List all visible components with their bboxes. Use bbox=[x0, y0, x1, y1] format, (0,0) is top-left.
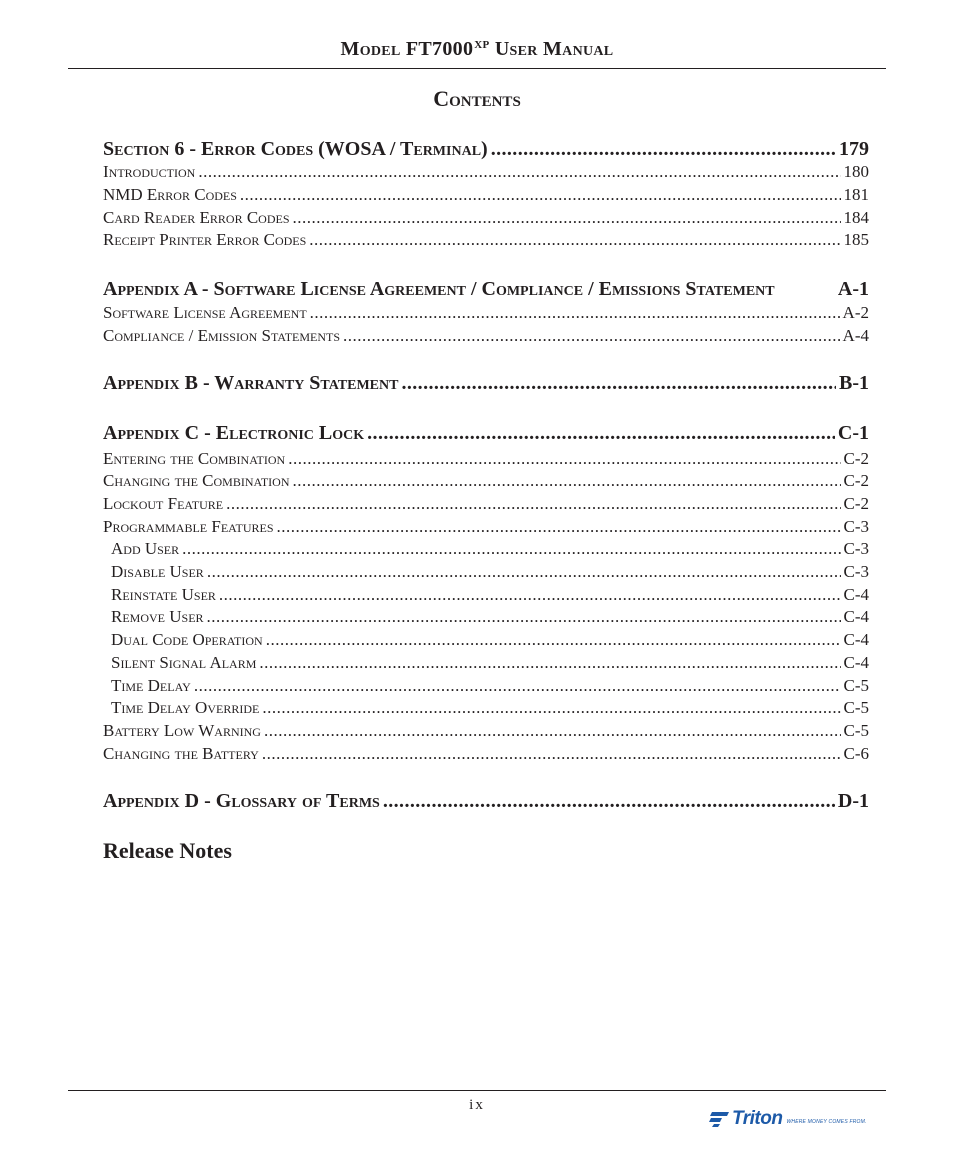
toc-page-number: C-6 bbox=[843, 744, 869, 763]
toc-entry-row[interactable] bbox=[103, 162, 869, 182]
toc-label: Appendix D - Glossary of Terms bbox=[103, 790, 380, 812]
toc-page-number: C-2 bbox=[843, 494, 869, 513]
header-superscript: XP bbox=[474, 39, 490, 51]
toc-leader-dots bbox=[259, 653, 840, 673]
toc-entry-row[interactable] bbox=[103, 208, 869, 228]
toc-page-number: A-1 bbox=[837, 278, 869, 300]
toc-page-number: C-5 bbox=[843, 721, 869, 740]
toc-page-number: 185 bbox=[843, 230, 869, 249]
toc-leader-dots bbox=[207, 562, 841, 582]
toc-page-number: C-4 bbox=[843, 607, 869, 626]
toc-heading-row[interactable] bbox=[103, 138, 869, 161]
footer-rule bbox=[68, 1090, 886, 1091]
toc-label: Battery Low Warning bbox=[103, 721, 261, 740]
toc-leader-dots bbox=[194, 676, 841, 696]
toc-leader-dots bbox=[309, 230, 840, 250]
toc-leader-dots bbox=[293, 471, 841, 491]
toc-entry-row[interactable] bbox=[103, 230, 869, 250]
triton-mark-icon bbox=[708, 1110, 730, 1128]
toc-label: Introduction bbox=[103, 162, 196, 181]
toc-leader-dots bbox=[401, 372, 836, 395]
toc-label: Entering the Combination bbox=[103, 449, 286, 468]
toc-entry-row[interactable] bbox=[103, 562, 869, 582]
toc-leader-dots bbox=[266, 630, 841, 650]
toc-label: Time Delay Override bbox=[111, 698, 260, 717]
toc-label: Silent Signal Alarm bbox=[111, 653, 257, 672]
toc-leader-dots bbox=[262, 744, 841, 764]
toc-entry-row[interactable] bbox=[103, 471, 869, 491]
toc-leader-dots bbox=[226, 494, 840, 514]
toc-page-number: 181 bbox=[843, 185, 869, 204]
toc-entry-row[interactable] bbox=[103, 721, 869, 741]
release-notes-heading[interactable]: Release Notes bbox=[103, 838, 232, 863]
toc-leader-dots bbox=[207, 607, 841, 627]
toc-entry-row[interactable] bbox=[103, 303, 869, 323]
toc-page-number: B-1 bbox=[839, 372, 869, 394]
toc-entry-row[interactable] bbox=[103, 585, 869, 605]
toc-heading-row[interactable] bbox=[103, 372, 869, 395]
toc-label: Compliance / Emission Statements bbox=[103, 326, 341, 345]
toc-entry-row[interactable] bbox=[103, 449, 869, 469]
page-number: ix bbox=[469, 1097, 485, 1113]
toc-page-number: C-2 bbox=[843, 449, 869, 468]
toc-page-number: C-3 bbox=[843, 539, 869, 558]
toc-page-number: C-3 bbox=[843, 517, 869, 536]
logo-brand: Triton bbox=[732, 1108, 783, 1129]
toc-label: NMD Error Codes bbox=[103, 185, 237, 204]
toc-page-number: C-4 bbox=[843, 653, 869, 672]
toc-label: Lockout Feature bbox=[103, 494, 224, 513]
toc-label: Receipt Printer Error Codes bbox=[103, 230, 307, 249]
header-title-suffix: User Manual bbox=[489, 38, 614, 60]
toc-label: Disable User bbox=[111, 562, 204, 581]
toc-entry-row[interactable] bbox=[103, 185, 869, 205]
toc-page-number: A-2 bbox=[842, 303, 869, 322]
toc-label: Remove User bbox=[111, 607, 204, 626]
running-header bbox=[0, 38, 954, 61]
toc-entry-row[interactable] bbox=[103, 744, 869, 764]
toc-heading-row[interactable] bbox=[103, 278, 869, 301]
toc-leader-dots bbox=[310, 303, 840, 323]
toc-entry-row[interactable] bbox=[103, 539, 869, 559]
triton-logo bbox=[708, 1106, 870, 1132]
toc-label: Software License Agreement bbox=[103, 303, 307, 322]
toc-entry-row[interactable] bbox=[103, 653, 869, 673]
toc-page-number: 179 bbox=[839, 138, 869, 160]
toc-label: Appendix B - Warranty Statement bbox=[103, 372, 399, 394]
toc-heading-row[interactable] bbox=[103, 422, 869, 445]
toc-label: Programmable Features bbox=[103, 517, 274, 536]
toc-leader-dots bbox=[182, 539, 840, 559]
toc-leader-dots bbox=[293, 208, 841, 228]
toc-label: Section 6 - Error Codes (WOSA / Terminal) bbox=[103, 138, 488, 160]
header-title-text: Model FT7000 bbox=[340, 38, 474, 60]
toc-leader-dots bbox=[198, 162, 840, 182]
toc-label: Changing the Battery bbox=[103, 744, 259, 763]
toc-page-number: C-1 bbox=[837, 422, 869, 444]
toc-label: Add User bbox=[111, 539, 180, 558]
toc-entry-row[interactable] bbox=[103, 630, 869, 650]
toc-page-number: C-5 bbox=[843, 698, 869, 717]
toc-label: Dual Code Operation bbox=[111, 630, 263, 649]
toc-entry-row[interactable] bbox=[103, 676, 869, 696]
toc-leader-dots bbox=[240, 185, 841, 205]
toc-leader-dots bbox=[343, 326, 840, 346]
toc-label: Appendix A - Software License Agreement / Compliance / Emissions Statement bbox=[103, 278, 775, 300]
toc-label: Card Reader Error Codes bbox=[103, 208, 290, 227]
header-rule bbox=[68, 68, 886, 69]
toc-leader-dots bbox=[491, 138, 836, 161]
toc-page-number: C-4 bbox=[843, 630, 869, 649]
toc-leader-dots bbox=[277, 517, 841, 537]
toc-page-number: 180 bbox=[843, 162, 869, 181]
toc-leader-dots bbox=[264, 721, 841, 741]
toc-label: Appendix C - Electronic Lock bbox=[103, 422, 365, 444]
toc-label: Reinstate User bbox=[111, 585, 216, 604]
toc-entry-row[interactable] bbox=[103, 494, 869, 514]
toc-page-number: D-1 bbox=[837, 790, 869, 812]
toc-heading-row[interactable] bbox=[103, 790, 869, 813]
toc-entry-row[interactable] bbox=[103, 698, 869, 718]
toc-label: Changing the Combination bbox=[103, 471, 290, 490]
toc-entry-row[interactable] bbox=[103, 607, 869, 627]
toc-leader-dots bbox=[367, 422, 835, 445]
toc-leader-dots bbox=[262, 698, 840, 718]
toc-page-number: C-2 bbox=[843, 471, 869, 490]
toc-leader-dots bbox=[383, 790, 835, 813]
toc-entry-row[interactable] bbox=[103, 517, 869, 537]
contents-title: Contents bbox=[433, 86, 521, 111]
toc-entry-row[interactable] bbox=[103, 326, 869, 346]
toc-label: Time Delay bbox=[111, 676, 191, 695]
toc-leader-dots bbox=[288, 449, 840, 469]
toc-page-number: A-4 bbox=[842, 326, 869, 345]
toc-page-number: 184 bbox=[843, 208, 869, 227]
toc-leader-dots bbox=[219, 585, 841, 605]
logo-tagline: WHERE MONEY COMES FROM. bbox=[786, 1119, 867, 1125]
toc-page-number: C-4 bbox=[843, 585, 869, 604]
toc-page-number: C-3 bbox=[843, 562, 869, 581]
toc-page-number: C-5 bbox=[843, 676, 869, 695]
